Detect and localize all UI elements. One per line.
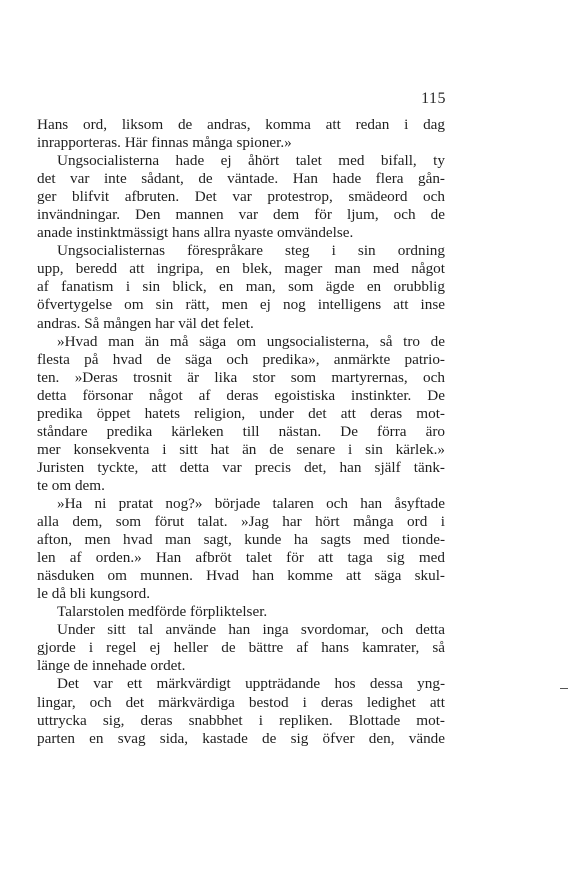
text-line: af fanatism i sin blick, en man, som ägde en orubblig bbox=[37, 278, 445, 296]
text-line: uttrycka sig, deras snabbhet i repliken. Blottade mot- bbox=[37, 711, 445, 729]
text-line: näsduken om munnen. Hvad han komme att säga skul- bbox=[37, 567, 445, 585]
text-line: mer konsekventa i sitt hat än de senare i sin kärlek.» bbox=[37, 440, 445, 458]
body-text bbox=[37, 116, 445, 748]
text-line: Talarstolen medförde förpliktelser. bbox=[57, 603, 268, 621]
text-line: parten en svag sida, kastade de sig öfver den, vände bbox=[37, 729, 445, 747]
text-line: detta försonar något af deras egoistiska instinkter. De bbox=[37, 386, 445, 404]
text-line: anade instinktmässigt hans allra nyaste omvändelse. bbox=[37, 224, 354, 242]
text-line: invändningar. Den mannen var dem för ljum, och de bbox=[37, 206, 445, 224]
text-line: »Hvad man än må säga om ungsocialisterna, så tro de bbox=[57, 332, 445, 350]
text-line: det var inte sådant, de väntade. Han hade flera gån- bbox=[37, 170, 445, 188]
text-line: Under sitt tal använde han inga svordomar, och detta bbox=[57, 621, 445, 639]
text-line: Ungsocialisternas förespråkare steg i sin ordning bbox=[57, 242, 445, 260]
margin-mark bbox=[560, 688, 568, 689]
text-line: gjorde i regel ej heller de bättre af hans kamrater, så bbox=[37, 639, 445, 657]
text-line: flesta på hvad de säga och predika», anmärkte patrio- bbox=[37, 350, 445, 368]
page-number: 115 bbox=[421, 90, 446, 107]
text-line: te om dem. bbox=[37, 476, 105, 494]
text-line: länge de innehade ordet. bbox=[37, 657, 186, 675]
text-line: inrapporteras. Här finnas många spioner.» bbox=[37, 134, 292, 152]
text-line: upp, beredd att ingripa, en blek, mager man med något bbox=[37, 260, 445, 278]
text-line: predika öppet hatets religion, under det att deras mot- bbox=[37, 404, 445, 422]
text-line: len af orden.» Han afbröt talet för att taga sig med bbox=[37, 549, 445, 567]
text-line: lingar, och det märkvärdiga bestod i deras ledighet att bbox=[37, 693, 445, 711]
text-line: le då bli kungsord. bbox=[37, 585, 151, 603]
text-line: ger blifvit afbruten. Det var protestrop, smädeord och bbox=[37, 188, 445, 206]
text-line: afton, men hvad man sagt, kunde ha sagts med tionde- bbox=[37, 531, 445, 549]
text-line: »Ha ni pratat nog?» började talaren och han åsyftade bbox=[57, 494, 445, 512]
text-line: Juristen tyckte, att detta var precis det, han själf tänk- bbox=[37, 458, 445, 476]
text-line: Ungsocialisterna hade ej åhört talet med bifall, ty bbox=[57, 152, 445, 170]
text-line: öfvertygelse om sin rätt, men ej nog intelligens att inse bbox=[37, 296, 445, 314]
text-line: ten. »Deras trosnit är lika stor som martyrernas, och bbox=[37, 368, 445, 386]
text-line: Hans ord, liksom de andras, komma att redan i dag bbox=[37, 116, 445, 133]
text-line: alla dem, som förut talat. »Jag har hört många ord i bbox=[37, 513, 445, 531]
text-line: Det var ett märkvärdigt uppträdande hos dessa yng- bbox=[57, 675, 445, 693]
text-line: andras. Så mången har väl det felet. bbox=[37, 314, 254, 332]
text-line: ståndare predika kärleken till nästan. De förra äro bbox=[37, 422, 445, 440]
